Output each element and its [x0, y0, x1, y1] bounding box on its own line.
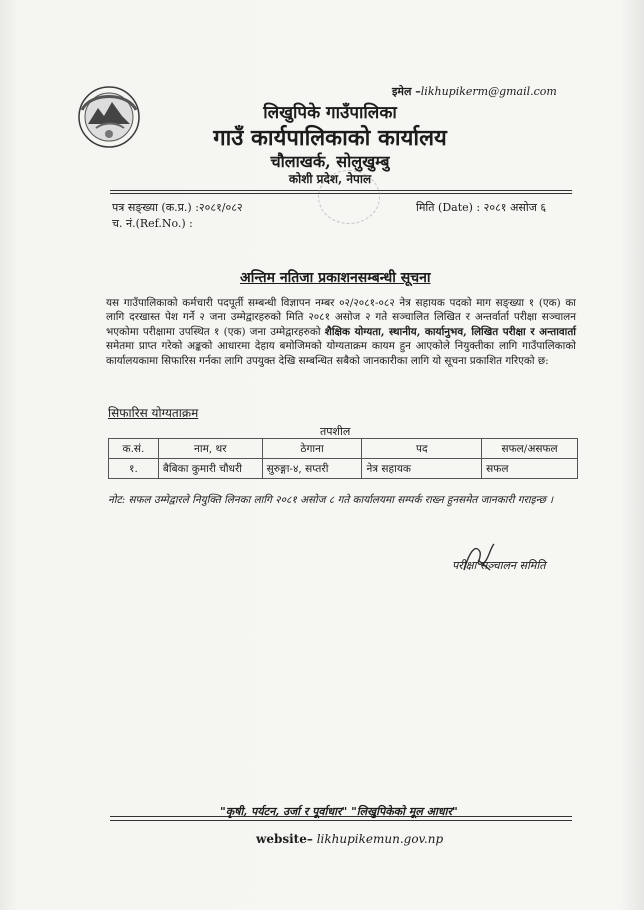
- note-text: नोट: सफल उम्मेद्वारले नियुक्ति लिनका लागि २०८१ असोज ८ गते कार्यालयमा सम्पर्क राख्न हुनसमेत जानकारी गराइन्छ ।: [108, 494, 554, 506]
- email-address[interactable]: likhupikerm@gmail.com: [420, 85, 557, 98]
- cell-result: सफल: [482, 459, 578, 479]
- table-caption: तपशील: [320, 425, 351, 438]
- email-line: [392, 84, 557, 99]
- body-text-1: यस गाउँपालिकाको कर्मचारी पदपूर्ती सम्बन्धी विज्ञापन नम्बर ०२/२०८१-०८२ नेत्र सहायक पदको माग सङ्ख्या १ (एक) का लागि दरखास्त पेश गर्ने २ जना उम्मेद्वारहरुको मिति २०८१ असोज २ गते सञ्चालित लिखित र अन्तर्वार्ता परीक्षा सञ्चालन भएकोमा परीक्षामा उपस्थित १ (एक) जना उम्मेद्वारहरुको: [106, 297, 576, 338]
- nepal-government-emblem-icon: [76, 84, 142, 150]
- section-title: सिफारिस योग्यताक्रम: [108, 406, 199, 420]
- table-header-row: [109, 439, 578, 459]
- website-label: website–: [256, 832, 313, 846]
- office-name: गाउँ कार्यपालिकाको कार्यालय: [213, 125, 447, 151]
- reference-number: च. नं.(Ref.No.) :: [112, 217, 193, 230]
- office-location: चौलाखर्क, सोलुखुम्बु: [270, 152, 390, 171]
- cell-post: नेत्र सहायक: [362, 459, 482, 479]
- cell-address: सुरुङ्गा-४, सप्तरी: [262, 459, 362, 479]
- email-label: इमेल –: [392, 85, 421, 98]
- header-post: पद: [362, 439, 482, 459]
- table-row: [109, 459, 578, 479]
- signature-caption: परीक्षा सञ्चालन समिति: [452, 559, 546, 572]
- municipality-name: लिखुपिके गाउँपालिका: [263, 103, 397, 123]
- letter-number: पत्र सङ्ख्या (क.प्र.) :२०८१/०८२: [112, 201, 243, 214]
- footer-divider-thin: [110, 820, 572, 821]
- letter-date: मिति (Date) : २०८१ असोज ६: [416, 201, 547, 214]
- header-serial: क.सं.: [109, 439, 159, 459]
- cell-serial: १.: [109, 459, 159, 479]
- footer-motto: "कृषी, पर्यटन, उर्जा र पूर्वाधार" "लिखुपिकेको मूल आधार": [220, 805, 458, 818]
- office-stamp-mark: [318, 170, 380, 224]
- website-line: [256, 832, 443, 846]
- website-link[interactable]: likhupikemun.gov.np: [316, 832, 444, 846]
- header-address: ठेगाना: [262, 439, 362, 459]
- body-text-bold: शैक्षिक योग्यता, स्थानीय, कार्यानुभव, लिखित परीक्षा र अन्तावार्ता: [324, 325, 576, 338]
- notice-title: अन्तिम नतिजा प्रकाशनसम्बन्धी सूचना: [240, 270, 431, 286]
- province-line: कोशी प्रदेश, नेपाल: [288, 172, 372, 186]
- header-name: नाम, थर: [158, 439, 262, 459]
- results-table: [108, 438, 578, 479]
- header-result: सफल/असफल: [482, 439, 578, 459]
- notice-body: [106, 296, 576, 368]
- body-text-2: समेतमा प्राप्त गरेको अङ्कको आधारमा देहाय बमोजिमको योग्यताक्रम कायम हुन आएकोले नियुक्तीका लागि गाउँपालिकाको कार्यालयकामा सिफारिस गर्नका लागि उपयुक्त देखि सम्बन्धित सबैको जानकारीका लागि यो सूचना प्रकाशित गरिएको छ:: [106, 340, 576, 367]
- cell-name: बैबिका कुमारी चौधरी: [158, 459, 262, 479]
